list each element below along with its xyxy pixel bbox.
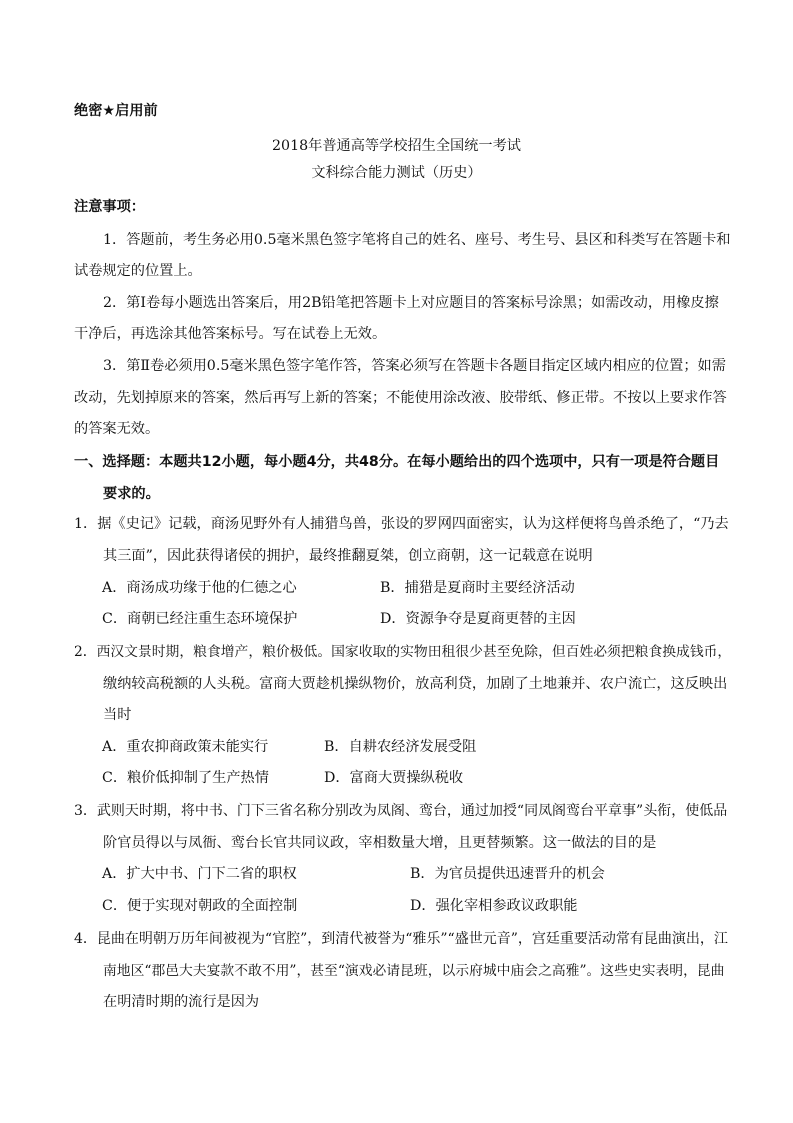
notice-line: 3．第Ⅱ卷必须用0.5毫米黑色签字笔作答，答案必须写在答题卡各题目指定区域内相应的位置；如需 xyxy=(103,358,726,374)
notice-heading: 注意事项： xyxy=(74,199,145,215)
question-4-stem: 4．昆曲在明朝万历年间被视为“官腔”，到清代被誉为“雅乐”“盛世元音”，宫廷重要活动常有昆曲演出，江 xyxy=(74,931,728,947)
question-3-option-d: D．强化宰相参政议政职能 xyxy=(410,898,578,914)
question-1-option-d: D．资源争夺是夏商更替的主因 xyxy=(380,611,576,627)
question-1-stem: 其三面”，因此获得诸侯的拥护，最终推翻夏桀，创立商朝，这一记载意在说明 xyxy=(103,548,593,564)
notice-line: 2．第Ⅰ卷每小题选出答案后，用2B铅笔把答题卡上对应题目的答案标号涂黑；如需改动，用橡皮擦 xyxy=(103,295,719,311)
notice-line: 试卷规定的位置上。 xyxy=(74,263,202,279)
question-3-option-a: A．扩大中书、门下二省的职权 xyxy=(102,866,297,882)
question-1-option-b: B．捕猎是夏商时主要经济活动 xyxy=(380,580,575,596)
notice-line: 干净后，再选涂其他答案标号。写在试卷上无效。 xyxy=(74,326,387,342)
question-3-option-b: B．为官员提供迅速晋升的机会 xyxy=(410,866,605,882)
before-use-text: 启用前 xyxy=(115,103,158,119)
question-1-option-a: A．商汤成功缘于他的仁德之心 xyxy=(102,580,297,596)
secret-text: 绝密 xyxy=(74,103,103,119)
question-3-stem: 阶官员得以与凤衙、鸾台长官共同议政，宰相数量大增，且更替频繁。这一做法的目的是 xyxy=(103,835,657,851)
question-2-option-d: D．富商大贾操纵税收 xyxy=(324,770,464,786)
notice-line: 的答案无效。 xyxy=(74,421,160,437)
question-3-option-c: C．便于实现对朝政的全面控制 xyxy=(102,898,298,914)
question-2-option-c: C．粮价低抑制了生产热情 xyxy=(102,770,269,786)
question-2-option-b: B．自耕农经济发展受阻 xyxy=(324,739,477,755)
question-1-option-c: C．商朝已经注重生态环境保护 xyxy=(102,611,298,627)
question-2-option-a: A．重农抑商政策未能实行 xyxy=(102,739,269,755)
section-prefix: 一、选择题 xyxy=(74,454,145,470)
notice-line: 1．答题前，考生务必用0.5毫米黑色签字笔将自己的姓名、座号、考生号、县区和科类写在答题卡和 xyxy=(103,232,731,248)
section-heading xyxy=(74,452,719,472)
question-4-stem: 南地区“郡邑大夫宴款不敢不用”，甚至“演戏必请昆班，以示府城中庙会之高雅”。这些史实表明，昆曲 xyxy=(103,963,725,979)
question-2-stem: 2．西汉文景时期，粮食增产，粮价极低。国家收取的实物田租很少甚至免除，但百姓必须把粮食换成钱币， xyxy=(74,644,732,660)
star-icon: ★ xyxy=(102,103,116,119)
question-3-stem: 3．武则天时期，将中书、门下三省名称分别改为凤阁、鸾台，通过加授“同凤阁鸾台平章事”头衔，使低品 xyxy=(74,803,728,819)
section-rest: ：本题共12小题，每小题4分，共48分。在每小题给出的四个选项中，只有一项是符合题目 xyxy=(144,454,720,470)
question-4-stem: 在明清时期的流行是因为 xyxy=(103,994,260,1010)
exam-subject: 文科综合能力测试（历史） xyxy=(311,165,482,181)
section-heading-cont: 要求的。 xyxy=(103,486,160,502)
exam-title: 2018年普通高等学校招生全国统一考试 xyxy=(272,138,521,154)
question-1-stem: 1．据《史记》记载，商汤见野外有人捕猎鸟兽，张设的罗网四面密实，认为这样便将鸟兽杀绝了，“乃去 xyxy=(74,516,729,532)
notice-line: 改动，先划掉原来的答案，然后再写上新的答案；不能使用涂改液、胶带纸、修正带。不按以上要求作答 xyxy=(74,390,727,406)
confidential-mark xyxy=(74,101,158,121)
question-2-stem: 缴纳较高税额的人头税。富商大贾趁机操纵物价，放高利贷，加剧了土地兼并、农户流亡，这反映出 xyxy=(103,676,728,692)
question-2-stem: 当时 xyxy=(103,707,132,723)
